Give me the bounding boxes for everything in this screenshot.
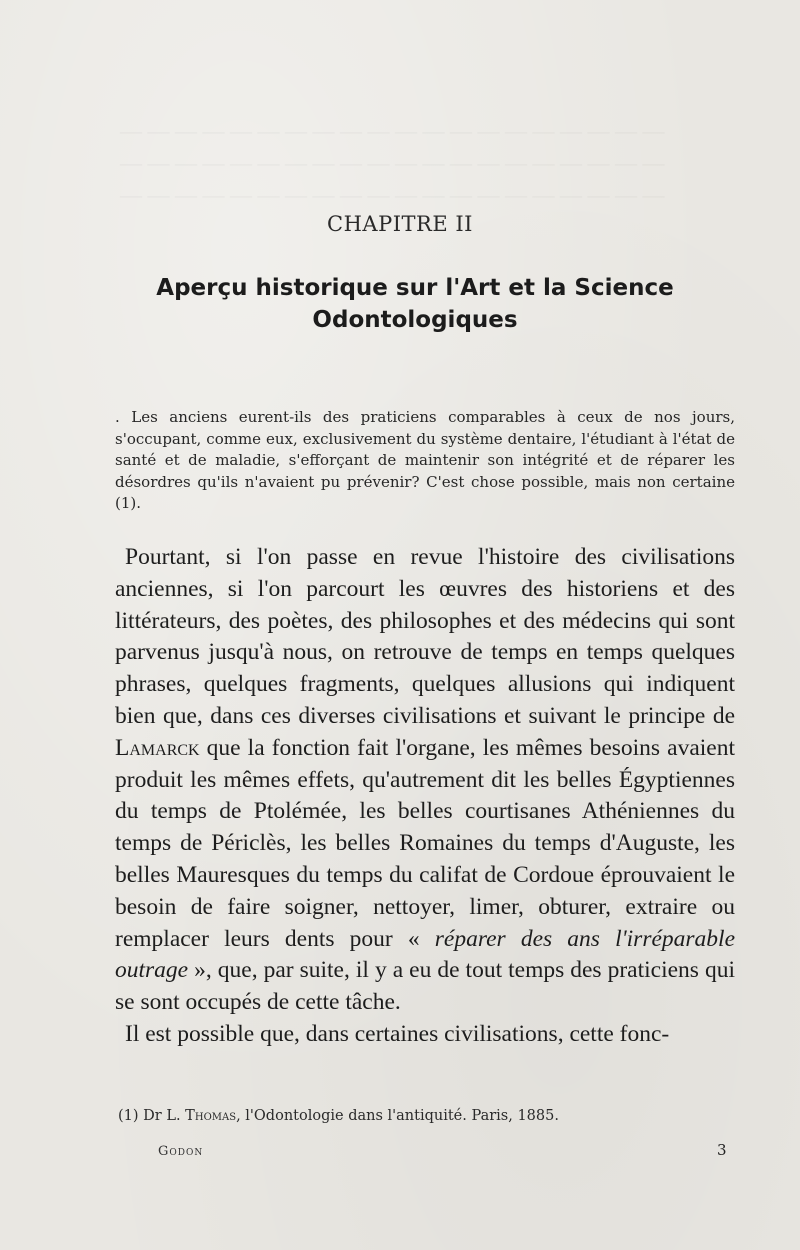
chapter-summary: . Les anciens eurent-ils des praticiens comparables à ceux de nos jours, s'occupant, comme eux, exclusivement du système dentaire, l'étudiant à l'état de santé et de maladie, s'efforçant de maintenir son intégrité et de réparer les désordres qu'ils n'avaient pu prévenir? C'est chose possible, mais non certaine (1). bbox=[115, 408, 735, 512]
paragraph-2: Il est possible que, dans certaines civilisations, cette fonc- bbox=[125, 1020, 670, 1047]
bleed-through-text: — — — — — — — — — — — — — — — — — — — — bbox=[120, 182, 665, 207]
footnote-author: Thomas bbox=[185, 1108, 237, 1124]
chapter-title-line-1: Aperçu historique sur l'Art et la Science bbox=[156, 275, 674, 301]
chapter-title-line-2: Odontologiques bbox=[312, 307, 518, 333]
paragraph-1 bbox=[115, 542, 735, 1019]
footnote bbox=[118, 1108, 738, 1124]
paragraph-1-part-a: Pourtant, si l'on passe en revue l'histoire des civilisations anciennes, si l'on parcourt les œuvres des historiens et des littérateurs, des poètes, des philosophes et des médecins qui sont parvenus jusqu'à nous, on retrouve de temps en temps quelques phrases, quelques fragments, quelques allusions qui indiquent bien que, dans ces diverses civilisations et suivant le principe de bbox=[115, 544, 735, 729]
quotation: réparer des ans l'irréparable outrage bbox=[115, 925, 735, 984]
author-name-lamarck: Lamarck bbox=[115, 734, 200, 761]
footnote-prefix: (1) Dr L. bbox=[118, 1108, 186, 1124]
page-number: 3 bbox=[717, 1141, 727, 1159]
chapter-label: CHAPITRE II bbox=[327, 212, 473, 236]
paragraph-1-part-b: que la fonction fait l'organe, les mêmes besoins avaient produit les mêmes effets, qu'autrement dit les belles Égyptiennes du temps de Ptolémée, les belles courtisanes Athéniennes du temps de Périclès, les belles Romaines du temps d'Auguste, les belles Mauresques du temps du califat de Cordoue éprouvaient le besoin de faire soigner, nettoyer, limer, obturer, extraire ou remplacer leurs dents pour « bbox=[115, 734, 735, 952]
body-text bbox=[115, 542, 735, 1051]
footnote-citation: , l'Odontologie dans l'antiquité. Paris, 1885. bbox=[236, 1108, 559, 1124]
signature-mark: Godon bbox=[158, 1144, 204, 1159]
chapter-title bbox=[100, 272, 730, 336]
bleed-through-text: — — — — — — — — — — — — — — — — — — — — bbox=[120, 118, 665, 143]
paragraph-1-part-c: », que, par suite, il y a eu de tout temps des praticiens qui se sont occupés de cette tâche. bbox=[115, 957, 735, 1016]
bleed-through-text: — — — — — — — — — — — — — — — — — — — — bbox=[120, 150, 665, 175]
